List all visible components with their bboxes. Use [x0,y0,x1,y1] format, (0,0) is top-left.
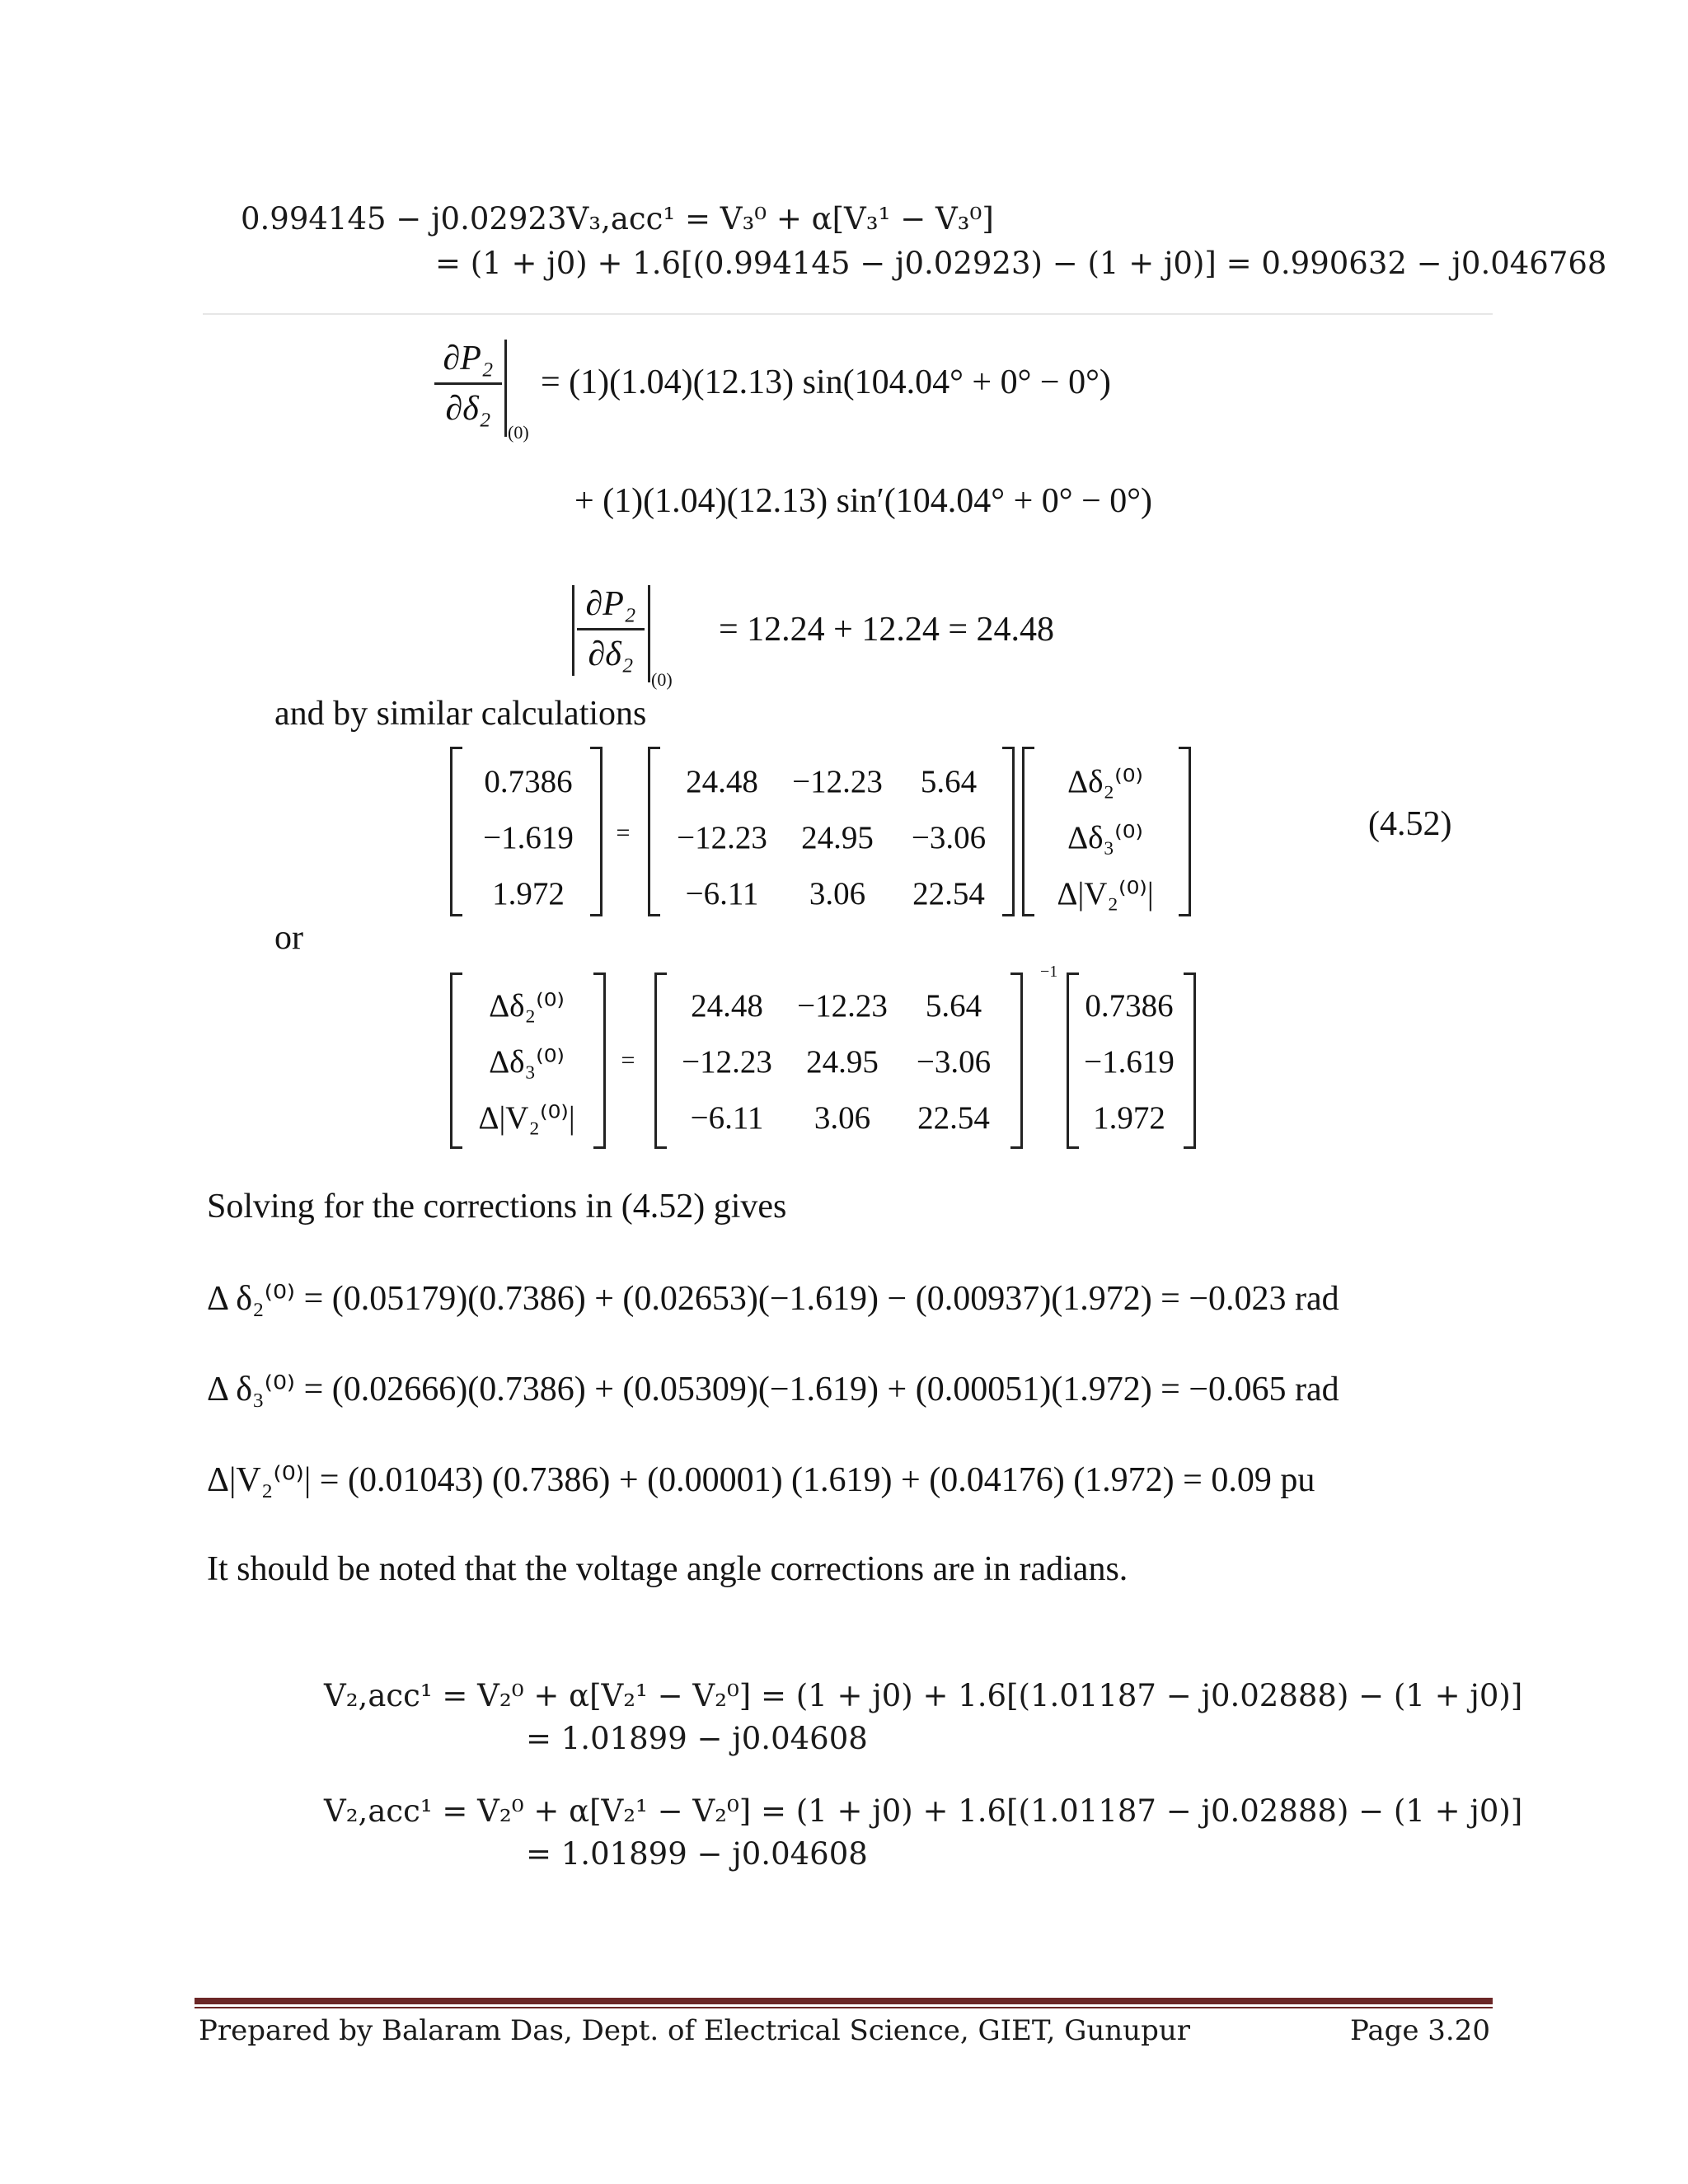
matrix-cell: 5.64 [920,764,978,799]
matrix-bracket [1010,972,1023,1149]
footer-rule-thin [195,2007,1493,2008]
partial-2-numerator: ∂P₂ [585,585,636,623]
page-number: Page 3.20 [1349,2014,1490,2047]
bottom-eq-1-line2: = 1.01899 − j0.04608 [526,1721,868,1756]
partial-2-denominator: ∂δ₂ [588,635,634,673]
partial-1-rhs: = (1)(1.04)(12.13) sin(104.04° + 0° − 0°) [541,363,1111,401]
inverse-superscript: −1 [1040,963,1058,981]
matrix-bracket [590,747,603,916]
solving-text: Solving for the corrections in (4.52) gives [207,1188,787,1226]
section-divider [203,313,1493,315]
matrix-cell: −3.06 [916,1044,992,1080]
partial-1-subscript: (0) [508,422,529,443]
matrix-bracket [450,747,462,916]
partial-derivative-2 [577,585,645,673]
partial-derivative-1 [434,340,502,428]
matrix-cell: −6.11 [685,876,759,912]
matrix-bracket [648,747,660,916]
correction-delta-3: Δ δ₃⁽⁰⁾ = (0.02666)(0.7386) + (0.05309)(−1.619) + (0.00051)(1.972) = −0.065 rad [207,1371,1339,1408]
matrix-cell: −3.06 [911,820,987,855]
abs-bar-left [572,585,574,676]
matrix-bracket [1022,747,1034,916]
note-text: It should be noted that the voltage angle corrections are in radians. [207,1550,1128,1588]
equals-sign: = [616,819,631,846]
matrix-bracket [1002,747,1015,916]
partial-1-numerator: ∂P₂ [443,340,494,377]
matrix-cell: Δ|V₂⁽⁰⁾| [1057,876,1154,912]
matrix-bracket [1179,747,1191,916]
fraction-bar [577,628,645,630]
matrix-cell: 0.7386 [484,764,573,799]
matrix-cell: 3.06 [814,1100,871,1136]
matrix-cell: 3.06 [809,876,866,912]
matrix-cell: −6.11 [690,1100,764,1136]
equation-number: (4.52) [1368,805,1452,843]
matrix-cell: Δδ₃⁽⁰⁾ [1067,820,1143,855]
matrix-cell: 24.48 [686,764,758,799]
matrix-cell: 24.48 [691,988,763,1024]
matrix-bracket [450,972,462,1149]
matrix-cell: 1.972 [1093,1100,1165,1136]
matrix-bracket [1184,972,1196,1149]
matrix-cell: −12.23 [677,820,767,855]
matrix-cell: −12.23 [797,988,888,1024]
matrix-cell: −1.619 [1084,1044,1175,1080]
matrix-cell: Δ|V₂⁽⁰⁾| [478,1100,575,1136]
matrix-cell: 5.64 [925,988,982,1024]
partial-2-rhs: = 12.24 + 12.24 = 24.48 [719,611,1055,649]
matrix-cell: 24.95 [806,1044,879,1080]
bottom-eq-2-line2: = 1.01899 − j0.04608 [526,1836,868,1872]
matrix-cell: 1.972 [492,876,565,912]
evaluation-bar [504,340,507,437]
equals-sign: = [621,1047,635,1074]
matrix-cell: Δδ₂⁽⁰⁾ [489,988,565,1024]
partial-1-line2: + (1)(1.04)(12.13) sin′(104.04° + 0° − 0°) [574,482,1153,520]
partial-2-subscript: (0) [651,669,673,690]
matrix-cell: −12.23 [792,764,883,799]
top-equation-line2: = (1 + j0) + 1.6[(0.994145 − j0.02923) − (1 + j0)] = 0.990632 − j0.046768 [435,246,1607,281]
bottom-eq-1-line1: V₂,acc¹ = V₂⁰ + α[V₂¹ − V₂⁰] = (1 + j0) + 1.6[(1.01187 − j0.02888) − (1 + j0)] [324,1678,1523,1713]
bottom-eq-2-line1: V₂,acc¹ = V₂⁰ + α[V₂¹ − V₂⁰] = (1 + j0) + 1.6[(1.01187 − j0.02888) − (1 + j0)] [324,1793,1523,1829]
matrix-bracket [654,972,667,1149]
correction-delta-2: Δ δ₂⁽⁰⁾ = (0.05179)(0.7386) + (0.02653)(−1.619) − (0.00937)(1.972) = −0.023 rad [207,1280,1339,1318]
matrix-cell: 0.7386 [1085,988,1174,1024]
matrix-cell: Δδ₃⁽⁰⁾ [489,1044,565,1080]
partial-1-denominator: ∂δ₂ [445,390,491,428]
matrix-cell: 22.54 [912,876,985,912]
evaluation-bar [648,585,650,682]
correction-v2: Δ|V₂⁽⁰⁾| = (0.01043) (0.7386) + (0.00001) (1.619) + (0.04176) (1.972) = 0.09 pu [207,1461,1315,1499]
similar-calculations-text: and by similar calculations [274,695,647,733]
matrix-cell: 22.54 [917,1100,990,1136]
matrix-cell: −1.619 [483,820,574,855]
top-equation-line1: 0.994145 − j0.02923V₃,acc¹ = V₃⁰ + α[V₃¹ − V₃⁰] [241,201,994,237]
matrix-cell: −12.23 [682,1044,772,1080]
footer-left: Prepared by Balaram Das, Dept. of Electrical Science, GIET, Gunupur [199,2014,1190,2047]
or-text: or [274,919,303,957]
fraction-bar [434,382,502,385]
matrix-cell: 24.95 [801,820,874,855]
matrix-bracket [593,972,606,1149]
matrix-cell: Δδ₂⁽⁰⁾ [1067,764,1143,799]
footer-rule-thick [195,1998,1493,2004]
